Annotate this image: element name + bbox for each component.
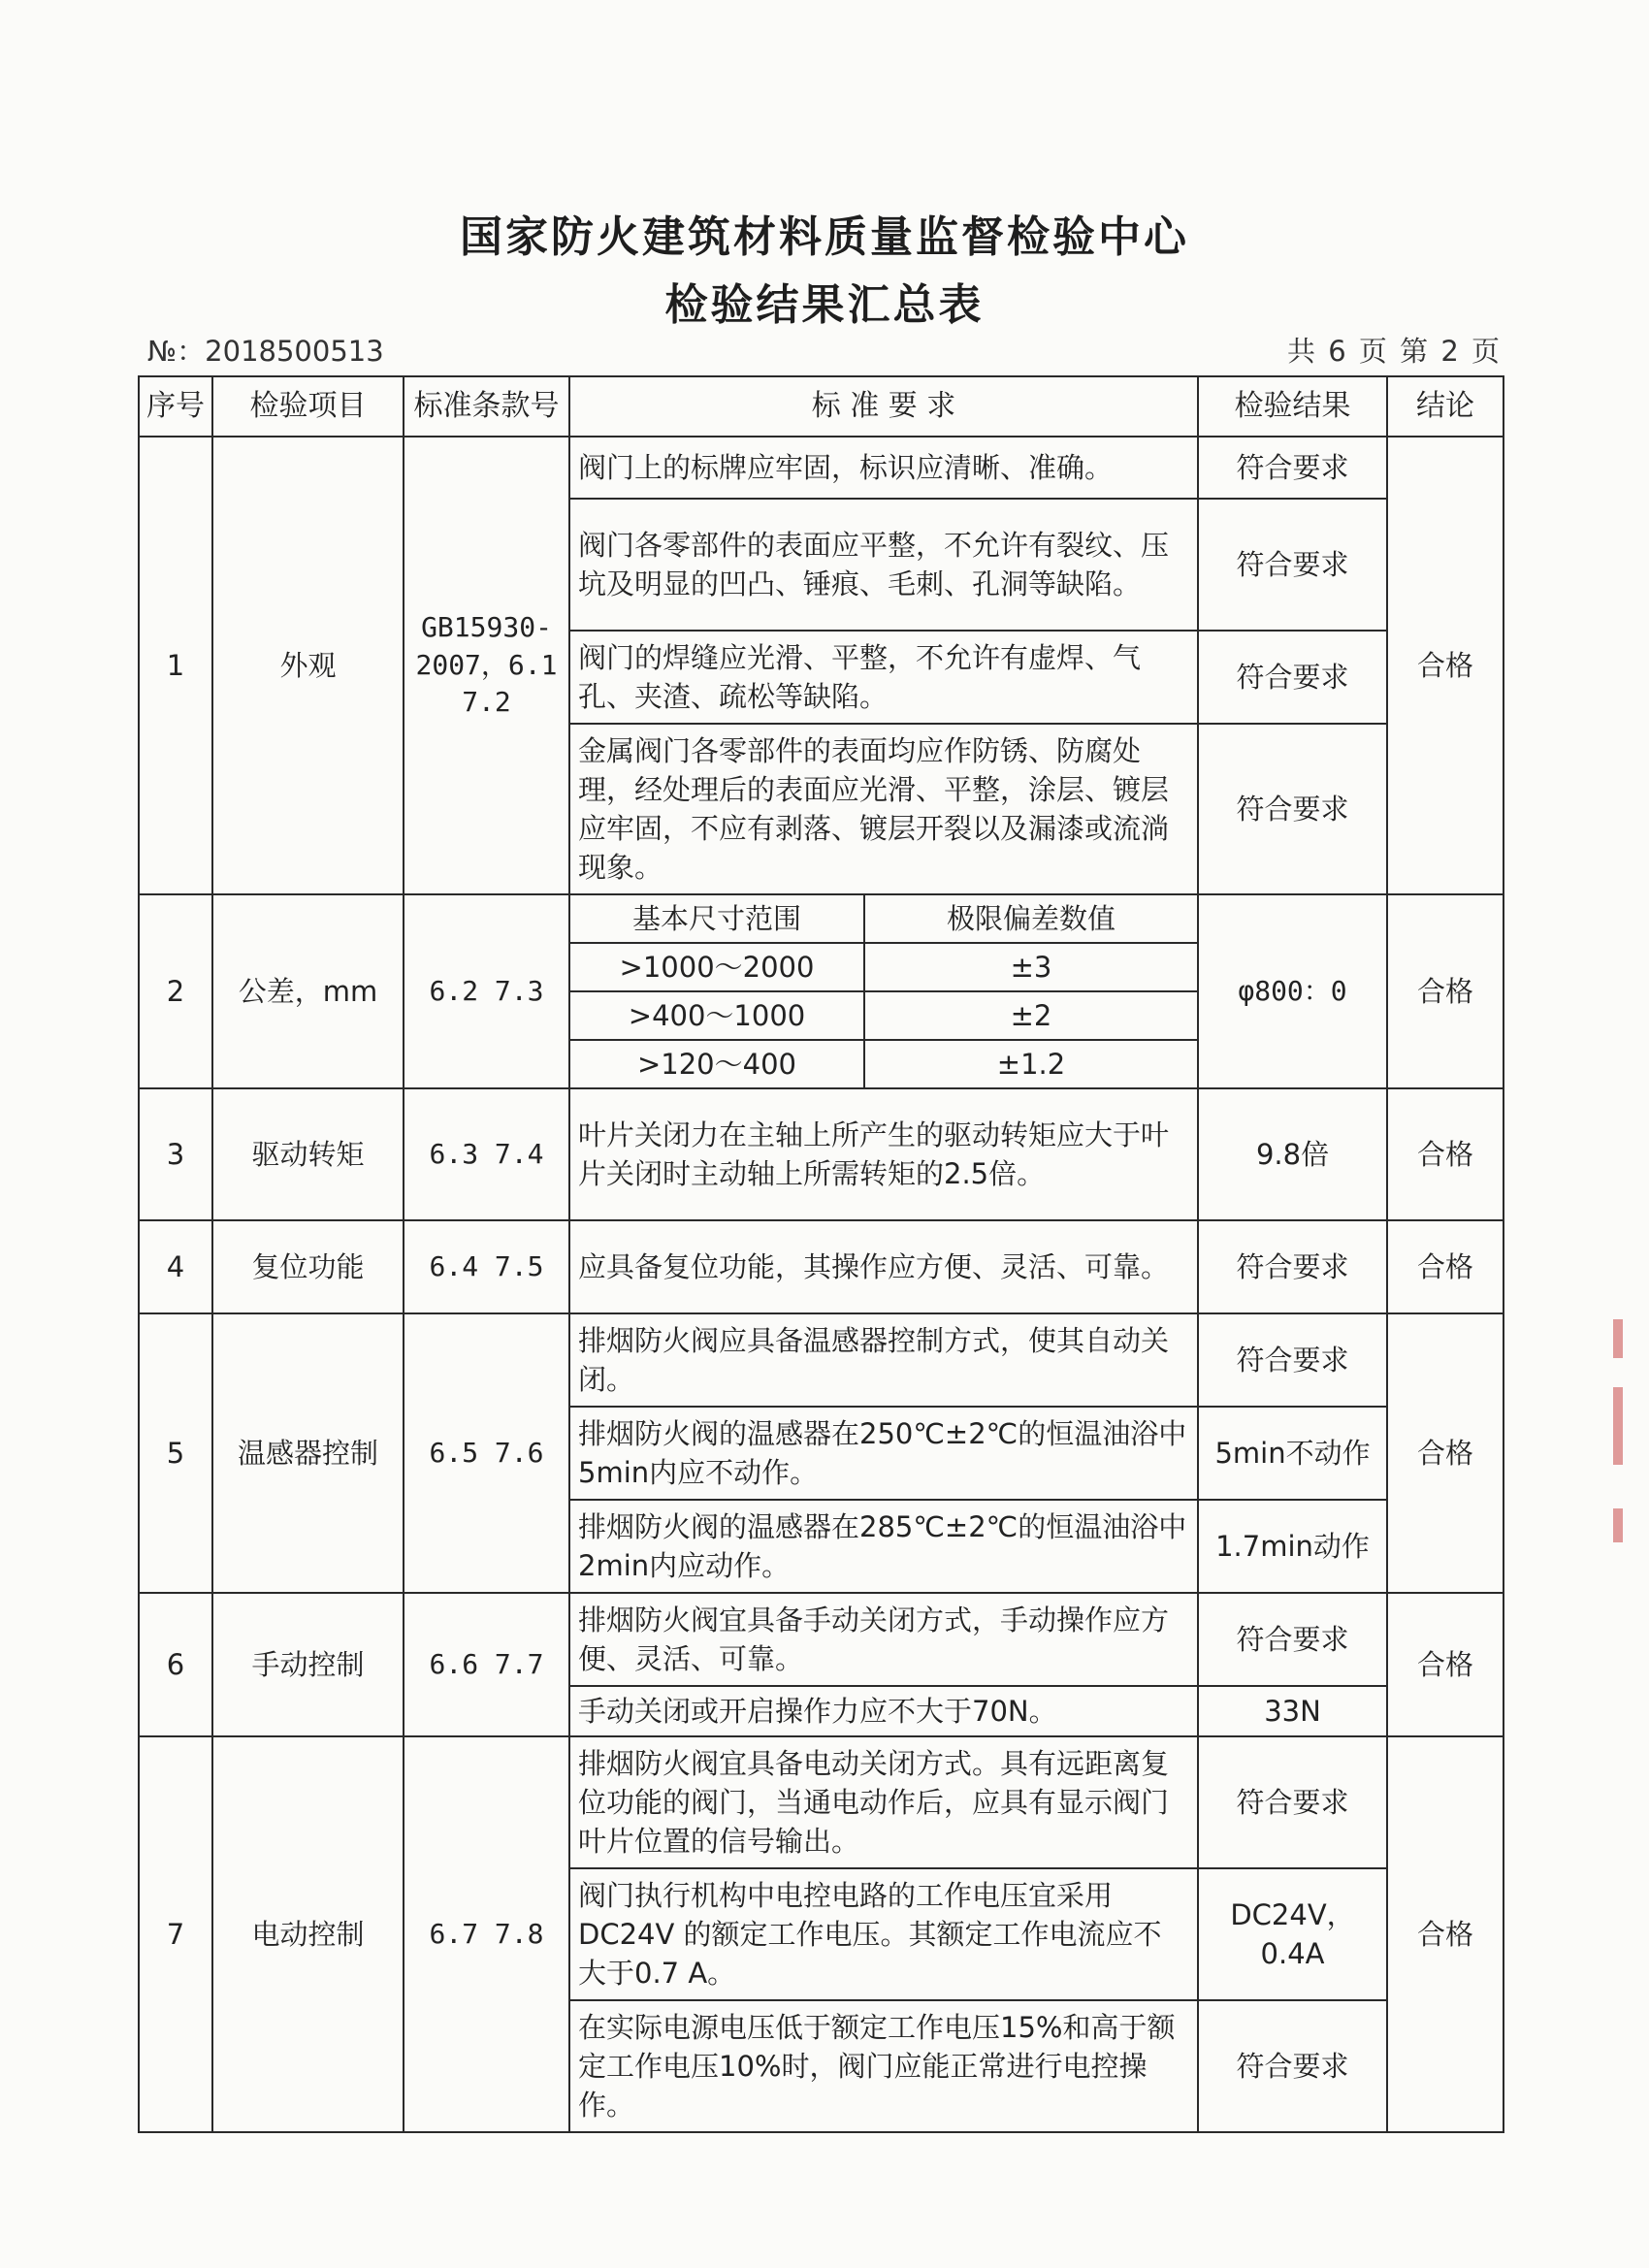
row-number: 3 bbox=[139, 1088, 212, 1220]
inspection-item: 手动控制 bbox=[212, 1593, 404, 1736]
row-number: 5 bbox=[139, 1313, 212, 1593]
col-header-requirement: 标 准 要 求 bbox=[569, 376, 1198, 437]
inspection-result: 符合要求 bbox=[1198, 1313, 1387, 1407]
col-header-item: 检验项目 bbox=[212, 376, 404, 437]
inspection-item: 外观 bbox=[212, 437, 404, 894]
requirement-text: 手动关闭或开启操作力应不大于70N。 bbox=[569, 1686, 1198, 1736]
requirement-text: 排烟防火阀宜具备电动关闭方式。具有远距离复位功能的阀门，当通电动作后，应具有显示阀门叶片位置的信号输出。 bbox=[569, 1736, 1198, 1868]
org-title: 国家防火建筑材料质量监督检验中心 bbox=[460, 212, 1189, 262]
tolerance-value: ±2 bbox=[864, 991, 1198, 1040]
sub-header-tolerance: 极限偏差数值 bbox=[864, 894, 1198, 943]
table-row bbox=[139, 894, 1504, 943]
standard-clause: 6.3 7.4 bbox=[404, 1088, 569, 1220]
table-row bbox=[139, 1088, 1504, 1220]
col-header-conclusion: 结论 bbox=[1387, 376, 1504, 437]
stamp-mark bbox=[1613, 1387, 1623, 1465]
conclusion: 合格 bbox=[1387, 1313, 1504, 1593]
inspection-result: 33N bbox=[1198, 1686, 1387, 1736]
inspection-result: DC24V，0.4A bbox=[1198, 1868, 1387, 2000]
tolerance-value: ±1.2 bbox=[864, 1040, 1198, 1088]
table-row bbox=[139, 1593, 1504, 1686]
requirement-text: 金属阀门各零部件的表面均应作防锈、防腐处理，经处理后的表面应光滑、平整，涂层、镀层应牢固，不应有剥落、镀层开裂以及漏漆或流淌现象。 bbox=[569, 724, 1198, 894]
size-range: >1000～2000 bbox=[569, 943, 864, 991]
table-row bbox=[139, 1220, 1504, 1313]
size-range: >120～400 bbox=[569, 1040, 864, 1088]
inspection-item: 复位功能 bbox=[212, 1220, 404, 1313]
document-title: 检验结果汇总表 bbox=[664, 280, 985, 330]
inspection-result: 5min不动作 bbox=[1198, 1407, 1387, 1500]
results-table bbox=[138, 375, 1504, 2133]
inspection-result: 符合要求 bbox=[1198, 2000, 1387, 2132]
row-number: 6 bbox=[139, 1593, 212, 1736]
inspection-result: 符合要求 bbox=[1198, 724, 1387, 894]
standard-clause: 6.6 7.7 bbox=[404, 1593, 569, 1736]
conclusion: 合格 bbox=[1387, 437, 1504, 894]
standard-clause: 6.4 7.5 bbox=[404, 1220, 569, 1313]
conclusion: 合格 bbox=[1387, 1088, 1504, 1220]
requirement-text: 阀门各零部件的表面应平整，不允许有裂纹、压坑及明显的凹凸、锤痕、毛刺、孔洞等缺陷。 bbox=[569, 499, 1198, 631]
requirement-text: 阀门执行机构中电控电路的工作电压宜采用 DC24V 的额定工作电压。其额定工作电流应不大于0.7 A。 bbox=[569, 1868, 1198, 2000]
col-header-result: 检验结果 bbox=[1198, 376, 1387, 437]
conclusion: 合格 bbox=[1387, 1736, 1504, 2132]
row-number: 4 bbox=[139, 1220, 212, 1313]
sub-header-size-range: 基本尺寸范围 bbox=[569, 894, 864, 943]
requirement-text: 排烟防火阀的温感器在250℃±2℃的恒温油浴中5min内应不动作。 bbox=[569, 1407, 1198, 1500]
inspection-item: 电动控制 bbox=[212, 1736, 404, 2132]
col-header-no: 序号 bbox=[139, 376, 212, 437]
requirement-text: 排烟防火阀宜具备手动关闭方式，手动操作应方便、灵活、可靠。 bbox=[569, 1593, 1198, 1686]
requirement-text: 排烟防火阀的温感器在285℃±2℃的恒温油浴中2min内应动作。 bbox=[569, 1500, 1198, 1593]
stamp-mark bbox=[1613, 1319, 1623, 1358]
row-number: 7 bbox=[139, 1736, 212, 2132]
requirement-text: 阀门的焊缝应光滑、平整，不允许有虚焊、气孔、夹渣、疏松等缺陷。 bbox=[569, 631, 1198, 724]
standard-clause: 6.7 7.8 bbox=[404, 1736, 569, 2132]
inspection-result: 符合要求 bbox=[1198, 631, 1387, 724]
table-row bbox=[139, 1313, 1504, 1407]
row-number: 1 bbox=[139, 437, 212, 894]
requirement-text: 应具备复位功能，其操作应方便、灵活、可靠。 bbox=[569, 1220, 1198, 1313]
conclusion: 合格 bbox=[1387, 1593, 1504, 1736]
inspection-result: 符合要求 bbox=[1198, 437, 1387, 499]
inspection-result: 符合要求 bbox=[1198, 499, 1387, 631]
table-row bbox=[139, 437, 1504, 499]
inspection-item: 驱动转矩 bbox=[212, 1088, 404, 1220]
table-header-row bbox=[139, 376, 1504, 437]
standard-clause: GB15930-2007，6.1 7.2 bbox=[404, 437, 569, 894]
inspection-result: 9.8倍 bbox=[1198, 1088, 1387, 1220]
row-number: 2 bbox=[139, 894, 212, 1088]
inspection-result: 符合要求 bbox=[1198, 1593, 1387, 1686]
size-range: >400～1000 bbox=[569, 991, 864, 1040]
inspection-item: 公差，mm bbox=[212, 894, 404, 1088]
conclusion: 合格 bbox=[1387, 894, 1504, 1088]
requirement-text: 在实际电源电压低于额定工作电压15%和高于额定工作电压10%时，阀门应能正常进行电控操作。 bbox=[569, 2000, 1198, 2132]
standard-clause: 6.2 7.3 bbox=[404, 894, 569, 1088]
stamp-mark bbox=[1613, 1508, 1623, 1542]
document-number: №：2018500513 bbox=[147, 335, 384, 368]
requirement-text: 排烟防火阀应具备温感器控制方式，使其自动关闭。 bbox=[569, 1313, 1198, 1407]
inspection-result: 符合要求 bbox=[1198, 1736, 1387, 1868]
standard-clause: 6.5 7.6 bbox=[404, 1313, 569, 1593]
requirement-text: 叶片关闭力在主轴上所产生的驱动转矩应大于叶片关闭时主动轴上所需转矩的2.5倍。 bbox=[569, 1088, 1198, 1220]
inspection-result: 符合要求 bbox=[1198, 1220, 1387, 1313]
requirement-text: 阀门上的标牌应牢固，标识应清晰、准确。 bbox=[569, 437, 1198, 499]
tolerance-value: ±3 bbox=[864, 943, 1198, 991]
inspection-item: 温感器控制 bbox=[212, 1313, 404, 1593]
col-header-clause: 标准条款号 bbox=[404, 376, 569, 437]
inspection-result: 1.7min动作 bbox=[1198, 1500, 1387, 1593]
page-info: 共 6 页 第 2 页 bbox=[1287, 335, 1502, 368]
conclusion: 合格 bbox=[1387, 1220, 1504, 1313]
inspection-result: φ800：0 bbox=[1198, 894, 1387, 1088]
table-row bbox=[139, 1736, 1504, 1868]
